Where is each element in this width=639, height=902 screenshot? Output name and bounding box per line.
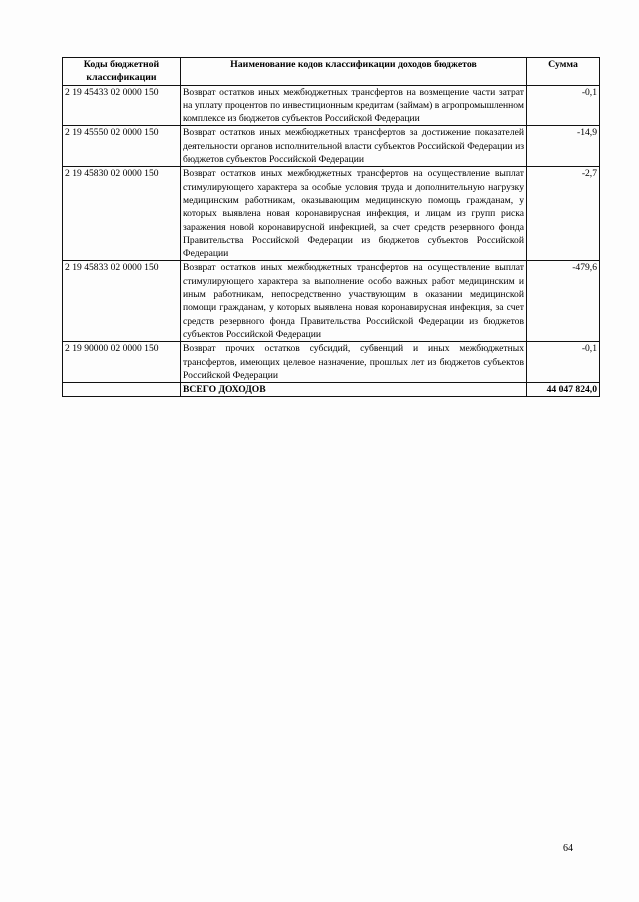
row-sum: -14,9 xyxy=(527,126,600,167)
page-number: 64 xyxy=(563,843,573,854)
total-code-cell xyxy=(63,383,181,397)
row-code: 2 19 45833 02 0000 150 xyxy=(63,261,181,342)
header-codes: Коды бюджетной классификации xyxy=(63,58,181,86)
table-row xyxy=(63,167,600,261)
table-row xyxy=(63,85,600,126)
row-name: Возврат остатков иных межбюджетных трансфертов на возмещение части затрат на уплату процентов по инвестиционным кредитам (займам) в агропромышленном комплексе из бюджетов субъектов Российской Федерации xyxy=(181,85,527,126)
total-sum: 44 047 824,0 xyxy=(527,383,600,397)
row-sum: -2,7 xyxy=(527,167,600,261)
row-name: Возврат остатков иных межбюджетных трансфертов за достижение показателей деятельности органов исполнительной власти субъектов Российской Федерации из бюджетов субъектов Российской Федерации xyxy=(181,126,527,167)
total-label: ВСЕГО ДОХОДОВ xyxy=(181,383,527,397)
table-header-row xyxy=(63,58,600,86)
row-code: 2 19 45433 02 0000 150 xyxy=(63,85,181,126)
row-sum: -0,1 xyxy=(527,85,600,126)
row-code: 2 19 45550 02 0000 150 xyxy=(63,126,181,167)
table-row xyxy=(63,126,600,167)
revenue-classification-table xyxy=(62,57,600,397)
header-sum: Сумма xyxy=(527,58,600,86)
row-code: 2 19 45830 02 0000 150 xyxy=(63,167,181,261)
table-row xyxy=(63,261,600,342)
row-code: 2 19 90000 02 0000 150 xyxy=(63,342,181,383)
row-name: Возврат остатков иных межбюджетных трансфертов на осуществление выплат стимулирующего характера за выполнение особо важных работ медицинским и иным работникам, непосредственно участвующим в оказании медицинской помощи гражданам, у которых выявлена новая коронавирусная инфекция, за счет средств резервного фонда Правительства Российской Федерации из бюджетов субъектов Российской Федерации xyxy=(181,261,527,342)
row-sum: -0,1 xyxy=(527,342,600,383)
row-name: Возврат прочих остатков субсидий, субвенций и иных межбюджетных трансфертов, имеющих целевое назначение, прошлых лет из бюджетов субъектов Российской Федерации xyxy=(181,342,527,383)
row-name: Возврат остатков иных межбюджетных трансфертов на осуществление выплат стимулирующего характера за особые условия труда и дополнительную нагрузку медицинским работникам, оказывающим медицинскую помощь гражданам, у которых выявлена новая коронавирусная инфекция, и лицам из групп риска заражения новой коронавирусной инфекцией, за счет средств резервного фонда Правительства Российской Федерации из бюджетов субъектов Российской Федерации xyxy=(181,167,527,261)
header-name: Наименование кодов классификации доходов бюджетов xyxy=(181,58,527,86)
total-row xyxy=(63,383,600,397)
row-sum: -479,6 xyxy=(527,261,600,342)
table-row xyxy=(63,342,600,383)
